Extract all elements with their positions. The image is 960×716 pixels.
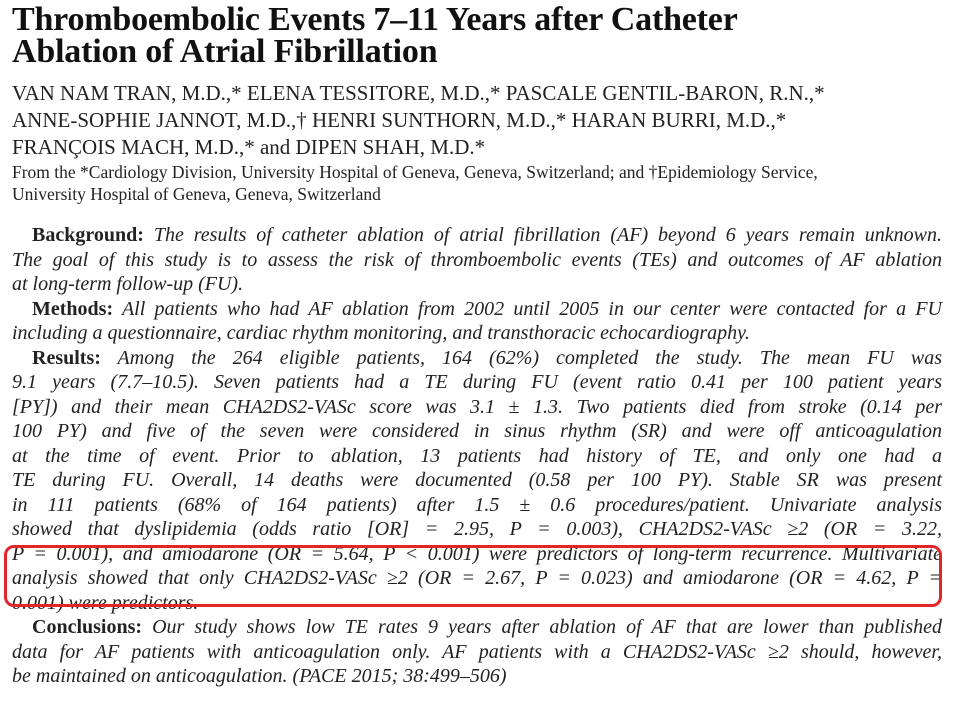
- abstract-line: The goal of this study is to assess the risk of thromboembolic events (TEs) and outcomes of AF ablation: [12, 248, 942, 271]
- abstract-line: 100 PY) and five of the seven were considered in sinus rhythm (SR) and were off anticoagulation: [12, 420, 942, 442]
- abstract-line: in 111 patients (68% of 164 patients) after 1.5 ± 0.6 procedures/patient. Univariate analysis: [12, 493, 942, 516]
- abstract-line: [12, 346, 942, 371]
- abstract-line: analysis showed that only CHA2DS2-VASc ≥2 (OR = 2.67, P = 0.023) and amiodarone (OR = 4.62, P =: [12, 567, 942, 589]
- title-line-1: Thromboembolic Events 7–11 Years after Catheter: [12, 1, 738, 38]
- abstract-text: Among the 264 eligible patients, 164 (62%) completed the study. The mean FU was: [100, 346, 942, 369]
- abstract-line: [PY]) and their mean CHA2DS2-VASc score was 3.1 ± 1.3. Two patients died from stroke (0.14 per: [12, 395, 942, 418]
- abstract-line: P = 0.001), and amiodarone (OR = 5.64, P < 0.001) were predictors of long-term recurrence. Multivariate: [12, 542, 942, 565]
- abstract-line: at the time of event. Prior to ablation, 13 patients had history of TE, and only one had a: [12, 444, 942, 467]
- abstract-text: All patients who had AF ablation from 2002 until 2005 in our center were contacted for a FU: [113, 297, 942, 320]
- abstract-line: [12, 223, 942, 248]
- abstract-methods: [12, 297, 942, 346]
- abstract-line: data for AF patients with anticoagulation only. AF patients with a CHA2DS2-VASc ≥2 should, however,: [12, 640, 942, 663]
- affiliation: [12, 161, 942, 205]
- affiliation-line-1: From the *Cardiology Division, University Hospital of Geneva, Geneva, Switzerland; and †Epidemiology Service,: [12, 162, 818, 182]
- abstract-line: at long-term follow-up (FU).: [12, 273, 244, 295]
- abstract-background: [12, 223, 942, 297]
- paper-page: [12, 1, 942, 689]
- abstract-line: showed that dyslipidemia (odds ratio [OR] = 2.95, P = 0.003), CHA2DS2-VASc ≥2 (OR = 3.22,: [12, 518, 942, 540]
- abstract-text: Our study shows low TE rates 9 years after ablation of AF that are lower than published: [142, 616, 942, 638]
- title-line-2: Ablation of Atrial Fibrillation: [12, 33, 438, 70]
- abstract-line: [12, 615, 942, 640]
- authors-line-2: ANNE-SOPHIE JANNOT, M.D.,† HENRI SUNTHORN, M.D.,* HARAN BURRI, M.D.,*: [12, 108, 787, 132]
- abstract-line: be maintained on anticoagulation. (PACE 2015; 38:499–506): [12, 665, 507, 687]
- abstract-line: [12, 297, 942, 322]
- affiliation-line-2: University Hospital of Geneva, Geneva, Switzerland: [12, 184, 381, 204]
- paper-title: [12, 1, 942, 70]
- abstract-line: TE during FU. Overall, 14 deaths were documented (0.58 per 100 PY). Stable SR was present: [12, 469, 942, 491]
- abstract: [12, 223, 942, 689]
- abstract-line: 0.001) were predictors.: [12, 591, 199, 614]
- results-heading: Results:: [32, 346, 101, 369]
- abstract-results: [12, 346, 942, 616]
- abstract-text: The results of catheter ablation of atrial fibrillation (AF) beyond 6 years remain unknown.: [143, 224, 942, 246]
- conclusions-heading: Conclusions:: [32, 616, 143, 638]
- abstract-line: 9.1 years (7.7–10.5). Seven patients had a TE during FU (event ratio 0.41 per 100 patient years: [12, 371, 942, 393]
- methods-heading: Methods:: [32, 297, 114, 320]
- background-heading: Background:: [32, 224, 144, 246]
- authors-line-3: FRANÇOIS MACH, M.D.,* and DIPEN SHAH, M.D.*: [12, 135, 486, 159]
- abstract-line: including a questionnaire, cardiac rhythm monitoring, and transthoracic echocardiography.: [12, 322, 750, 344]
- authors-line-1: VAN NAM TRAN, M.D.,* ELENA TESSITORE, M.D.,* PASCALE GENTIL-BARON, R.N.,*: [12, 81, 825, 105]
- abstract-conclusions: [12, 615, 942, 689]
- author-list: [12, 80, 942, 161]
